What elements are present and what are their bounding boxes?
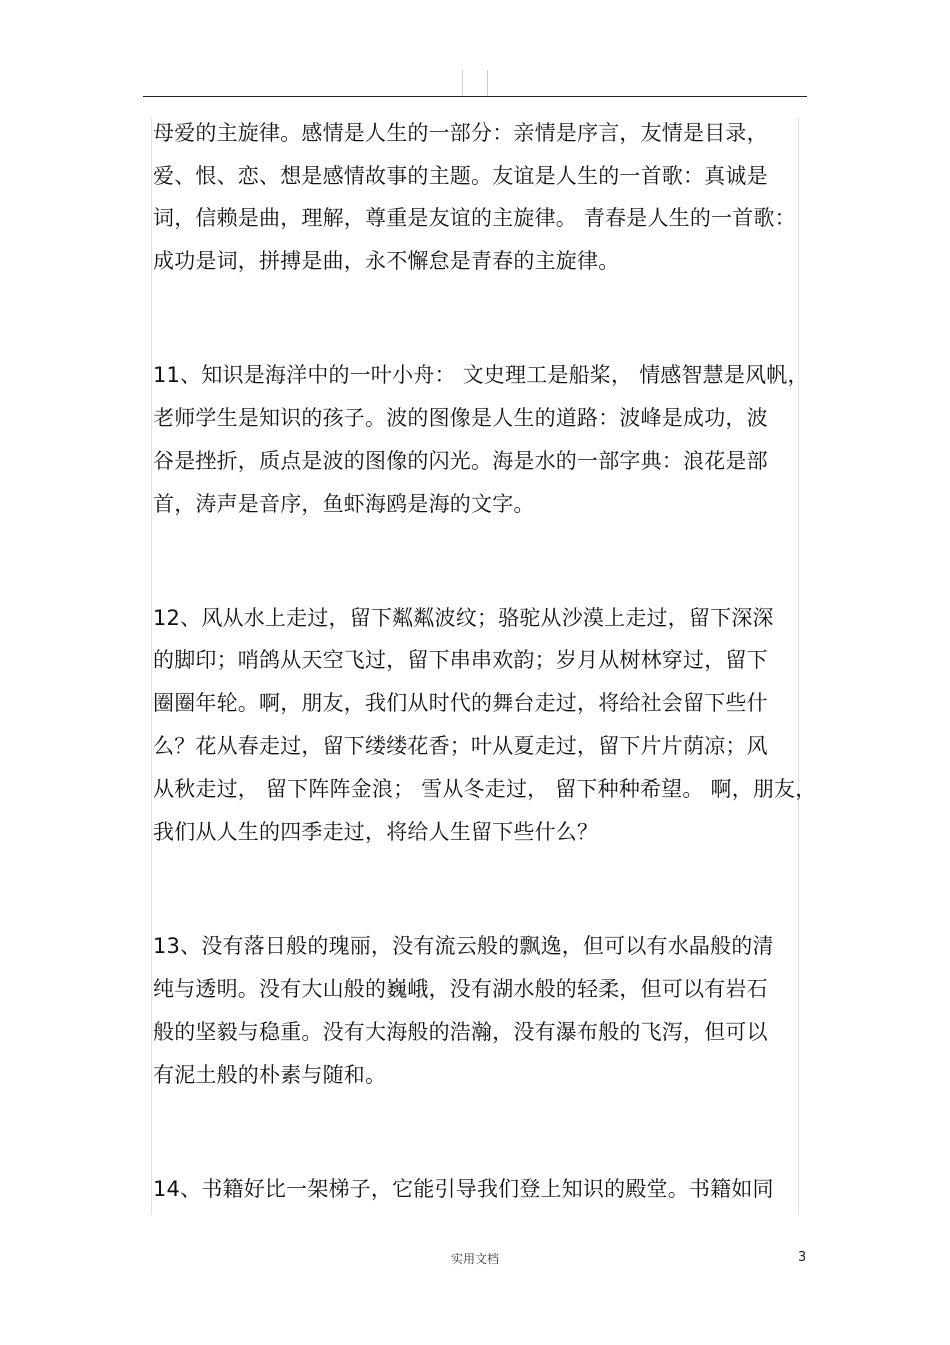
text-line: 11、知识是海洋中的一叶小舟： 文史理工是船桨， 情感智慧是风帆，: [153, 363, 809, 387]
text-line: 有泥土般的朴素与随和。: [153, 1063, 387, 1087]
text-line: 12、风从水上走过，留下粼粼波纹；骆驼从沙漠上走过，留下深深: [153, 606, 774, 630]
text-line: 谷是挫折，质点是波的图像的闪光。海是水的一部字典：浪花是部: [153, 449, 768, 473]
header-rule: [143, 96, 807, 97]
text-line: 成功是词，拼搏是曲，永不懈怠是青春的主旋律。: [153, 249, 620, 273]
text-line: 爱、恨、恋、想是感情故事的主题。友谊是人生的一首歌：真诚是: [153, 164, 768, 188]
text-line: 么？花从春走过，留下缕缕花香；叶从夏走过，留下片片荫凉；风: [153, 734, 768, 758]
text-line: 般的坚毅与稳重。没有大海般的浩瀚，没有瀑布般的飞泻，但可以: [153, 1020, 768, 1044]
text-line: 圈圈年轮。啊，朋友，我们从时代的舞台走过，将给社会留下些什: [153, 691, 768, 715]
text-line: 14、书籍好比一架梯子，它能引导我们登上知识的殿堂。书籍如同: [153, 1177, 774, 1201]
text-line: 母爱的主旋律。感情是人生的一部分：亲情是序言，友情是目录，: [153, 121, 768, 145]
text-line: 我们从人生的四季走过，将给人生留下些什么？: [153, 820, 599, 844]
footer-label: 实用文档: [450, 1252, 499, 1266]
text-line: 纯与透明。没有大山般的巍峨，没有湖水般的轻柔，但可以有岩石: [153, 977, 768, 1001]
text-line: 从秋走过， 留下阵阵金浪； 雪从冬走过， 留下种种希望。 啊，朋友，: [153, 777, 817, 801]
header-tab-marker: [462, 70, 488, 96]
text-line: 词，信赖是曲，理解，尊重是友谊的主旋律。 青春是人生的一首歌：: [153, 206, 796, 230]
text-line: 的脚印；哨鸽从天空飞过，留下串串欢韵；岁月从树林穿过，留下: [153, 648, 768, 672]
text-line: 首，涛声是音序，鱼虾海鸥是海的文字。: [153, 492, 535, 516]
text-line: 13、没有落日般的瑰丽，没有流云般的飘逸，但可以有水晶般的清: [153, 934, 774, 958]
page-number: 3: [798, 1250, 807, 1265]
text-line: 老师学生是知识的孩子。波的图像是人生的道路：波峰是成功，波: [153, 406, 768, 430]
